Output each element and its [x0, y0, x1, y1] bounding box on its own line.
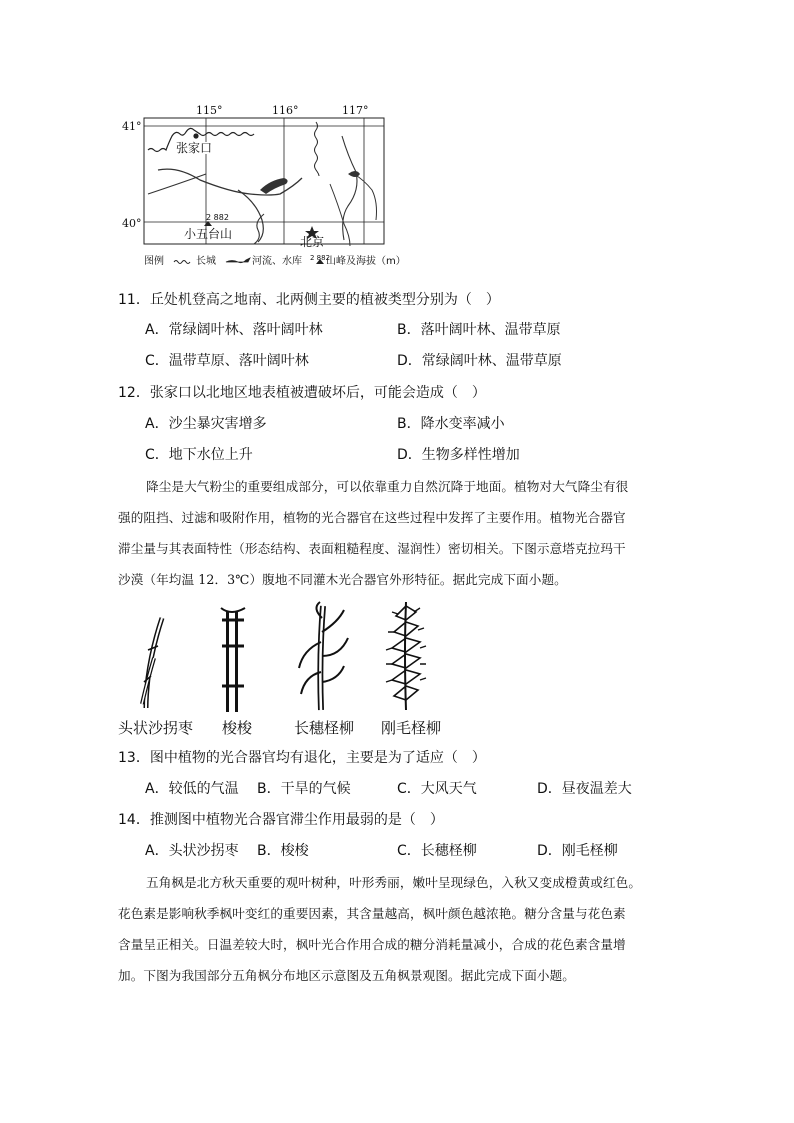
q12-option-b[interactable]: B．降水变率减小	[397, 416, 505, 432]
legend-river: 河流、水库	[252, 256, 302, 267]
q11-option-b[interactable]: B．落叶阔叶林、温带草原	[397, 322, 561, 338]
q12-option-d[interactable]: D．生物多样性增加	[397, 447, 520, 463]
question-11-stem: 11．丘处机登高之地南、北两侧主要的植被类型分别为（ ）	[118, 292, 500, 308]
q13-option-a[interactable]: A．较低的气温	[145, 781, 239, 797]
passage2-line-3: 含量呈正相关。日温差较大时，枫叶光合作用合成的糖分消耗量减小，合成的花色素含量增	[118, 937, 626, 952]
passage2-line-1: 五角枫是北方秋天重要的观叶树种，叶形秀丽，嫩叶呈现绿色，入秋又变成橙黄或红色。	[146, 875, 642, 890]
passage1-line-2: 强的阻挡、过滤和吸附作用，植物的光合器官在这些过程中发挥了主要作用。植物光合器官	[118, 510, 626, 525]
q14-option-a[interactable]: A．头状沙拐枣	[145, 843, 239, 859]
q12-option-c[interactable]: C．地下水位上升	[145, 447, 253, 463]
passage2-line-4: 加。下图为我国部分五角枫分布地区示意图及五角枫景观图。据此完成下面小题。	[118, 968, 575, 983]
q13-option-d[interactable]: D．昼夜温差大	[537, 781, 632, 797]
passage1-line-3: 滞尘量与其表面特性（形态结构、表面粗糙程度、湿润性）密切相关。下图示意塔克拉玛干	[118, 541, 626, 556]
legend-great-wall: 长城	[196, 256, 216, 267]
map-label-beijing: 北京	[300, 235, 325, 249]
passage1-line-4: 沙漠（年均温 12．3℃）腹地不同灌木光合器官外形特征。据此完成下面小题。	[118, 572, 567, 587]
plant-haloxylon-drawing	[221, 608, 245, 712]
lon-116-label: 116°	[272, 104, 299, 117]
q13-option-b[interactable]: B．干旱的气候	[257, 781, 351, 797]
legend-peak: 山峰及海拔（m）	[326, 256, 406, 267]
map-label-zhangjiakou: 张家口	[176, 141, 213, 155]
q13-option-c[interactable]: C．大风天气	[397, 781, 477, 797]
legend-wall-icon	[174, 261, 190, 264]
legend-peak-value: 2 882	[310, 254, 331, 262]
lon-117-label: 117°	[342, 104, 369, 117]
q11-option-d[interactable]: D．常绿阔叶林、温带草原	[397, 353, 562, 369]
map-frame	[144, 118, 384, 244]
lat-41-label: 41°	[122, 120, 142, 133]
question-12-stem: 12．张家口以北地区地表植被遭破坏后，可能会造成（ ）	[118, 385, 486, 401]
q11-option-c[interactable]: C．温带草原、落叶阔叶林	[145, 353, 309, 369]
map-figure	[118, 102, 418, 274]
passage1-line-1: 降尘是大气粉尘的重要组成部分，可以依靠重力自然沉降于地面。植物对大气降尘有很	[146, 479, 629, 494]
q14-option-d[interactable]: D．刚毛柽柳	[537, 843, 618, 859]
plant-tamarix-hispida-drawing	[386, 602, 426, 710]
q11-option-a[interactable]: A．常绿阔叶林、落叶阔叶林	[145, 322, 323, 338]
legend-title: 图例	[144, 256, 164, 267]
plant-label-haloxylon: 梭梭	[222, 719, 253, 737]
lat-40-label: 40°	[122, 217, 142, 230]
plant-label-tamarix-hispida: 刚毛柽柳	[381, 719, 442, 737]
passage2-line-2: 花色素是影响秋季枫叶变红的重要因素，其含量越高，枫叶颜色越浓艳。糖分含量与花色素	[118, 906, 626, 921]
map-label-xiaowutai: 小五台山	[184, 227, 233, 241]
plant-label-tamarix-elongata: 长穗柽柳	[294, 719, 355, 737]
q12-option-a[interactable]: A．沙尘暴灾害增多	[145, 416, 267, 432]
q14-option-b[interactable]: B．梭梭	[257, 843, 309, 859]
legend-river-icon	[226, 258, 250, 263]
map-label-elevation: 2 882	[206, 213, 229, 222]
map-drawing	[118, 102, 418, 274]
q14-option-c[interactable]: C．长穗柽柳	[397, 843, 477, 859]
question-14-stem: 14．推测图中植物光合器官滞尘作用最弱的是（ ）	[118, 812, 444, 828]
plant-label-calligonum: 头状沙拐枣	[118, 719, 194, 737]
plant-figure	[118, 598, 458, 714]
plant-tamarix-elongata-drawing	[299, 602, 348, 710]
lon-115-label: 115°	[196, 104, 223, 117]
question-13-stem: 13．图中植物的光合器官均有退化，主要是为了适应（ ）	[118, 750, 486, 766]
plant-calligonum-drawing	[142, 618, 162, 708]
